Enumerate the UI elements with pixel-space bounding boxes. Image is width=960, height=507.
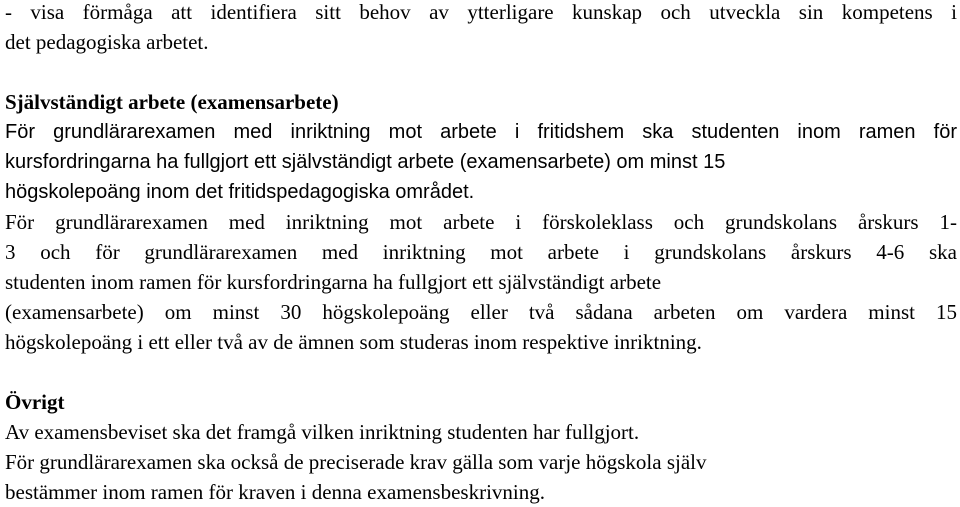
paragraph-leisure-centre — [5, 117, 957, 207]
section-other — [5, 387, 957, 507]
text-line: För grundlärarexamen ska också de preciserade krav gälla som varje högskola själv — [5, 450, 707, 474]
text-line: Av examensbeviset ska det framgå vilken inriktning studenten har fullgjort. — [5, 420, 640, 444]
text-line: För grundlärarexamen med inriktning mot arbete i förskoleklass och grundskolans årskurs 1- — [5, 210, 957, 234]
text-line: För grundlärarexamen med inriktning mot arbete i fritidshem ska studenten inom ramen för — [5, 121, 957, 143]
text-line: (examensarbete) om minst 30 högskolepoäng eller två sådana arbeten om vardera minst 15 — [5, 300, 957, 324]
paragraph-primary-school — [5, 207, 957, 357]
paragraph-gap — [5, 357, 957, 387]
text-line: studenten inom ramen för kursfordringarna ha fullgjort ett självständigt arbete — [5, 270, 662, 294]
paragraph-additional-requirements — [5, 447, 957, 507]
text-line: bestämmer inom ramen för kraven i denna examensbeskrivning. — [5, 480, 545, 504]
intro-line-1: - visa förmåga att identifiera sitt behov av ytterligare kunskap och utveckla sin kompetens i — [5, 0, 957, 24]
text-line: högskolepoäng inom det fritidspedagogiska området. — [5, 181, 475, 203]
document-page — [5, 0, 957, 507]
text-line: kursfordringarna ha fullgjort ett självständigt arbete (examensarbete) om minst 15 — [5, 151, 726, 173]
section-heading-independent-work: Självständigt arbete (examensarbete) — [5, 90, 339, 114]
paragraph-degree-certificate — [5, 417, 957, 447]
section-heading-other: Övrigt — [5, 390, 65, 414]
text-line: högskolepoäng i ett eller två av de ämnen som studeras inom respektive inriktning. — [5, 330, 702, 354]
paragraph-gap — [5, 57, 957, 87]
intro-line-2: det pedagogiska arbetet. — [5, 30, 209, 54]
intro-paragraph — [5, 0, 957, 57]
text-line: 3 och för grundlärarexamen med inriktning mot arbete i grundskolans årskurs 4-6 ska — [5, 240, 957, 264]
section-independent-work — [5, 87, 957, 357]
